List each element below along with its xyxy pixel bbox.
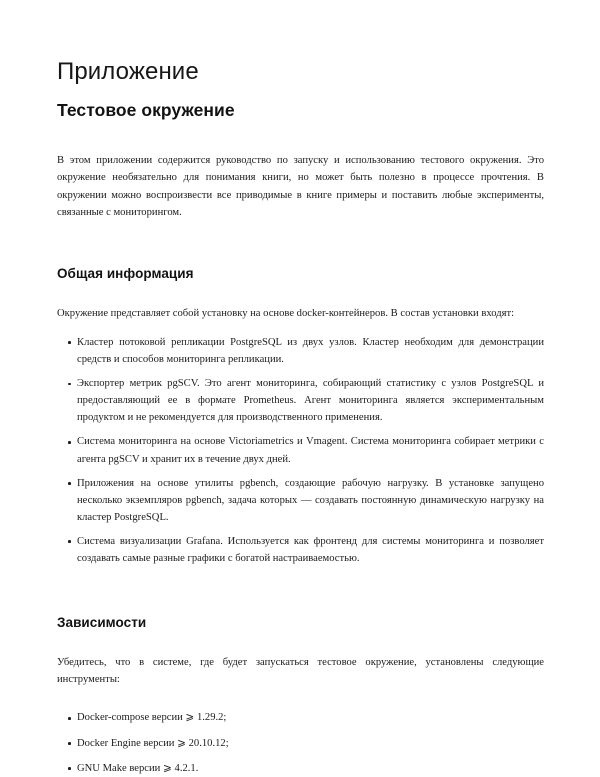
list-item: Кластер потоковой репликации PostgreSQL из двух узлов. Кластер необходим для демонстрации средств и способов мониторинга репликации. [57, 334, 544, 368]
page-content-column [57, 0, 544, 777]
section-heading-general-info: Общая информация [57, 265, 194, 281]
chapter-label: Приложение [57, 58, 199, 85]
list-item: Система визуализации Grafana. Используется как фронтенд для системы мониторинга и позволяет создавать самые разные графики с богатой настраиваемостью. [57, 533, 544, 567]
chapter-title: Тестовое окружение [57, 100, 235, 121]
chapter-lead-paragraph: В этом приложении содержится руководство по запуску и использованию тестового окружения. Это окружение необязательно для понимания книги, но может быть полезно в процессе прочтения. В окружении можно воспроизвести все приводимые в книге примеры и поставить любые эксперименты, связанные с мониторингом. [57, 155, 544, 218]
section-heading-dependencies: Зависимости [57, 615, 147, 631]
list-item: Docker Engine версии ⩾ 20.10.12; [57, 735, 544, 752]
list-item: GNU Make версии ⩾ 4.2.1. [57, 760, 544, 777]
list-item: Приложения на основе утилиты pgbench, создающие рабочую нагрузку. В установке запущено несколько экземпляров pgbench, задача которых — создавать постоянную динамическую нагрузку на кластер PostgreSQL. [57, 475, 544, 526]
section-intro-dependencies: Убедитесь, что в системе, где будет запускаться тестовое окружение, установлены следующие инструменты: [57, 657, 544, 686]
bullet-list-general-info [57, 322, 544, 567]
list-item: Docker-compose версии ⩾ 1.29.2; [57, 709, 544, 726]
bullet-list-dependencies [57, 688, 544, 776]
list-item: Экспортер метрик pgSCV. Это агент мониторинга, собирающий статистику с узлов PostgreSQL и предоставляющий ее в формате Prometheus. Агент мониторинга является экспериментальным продуктом и не рекомендуется для производственного применения. [57, 375, 544, 426]
list-item: Система мониторинга на основе Victoriametrics и Vmagent. Система мониторинга собирает метрики с агента pgSCV и хранит их в течение двух дней. [57, 433, 544, 467]
section-intro-general-info: Окружение представляет собой установку на основе docker-контейнеров. В состав установки входят: [57, 307, 515, 319]
